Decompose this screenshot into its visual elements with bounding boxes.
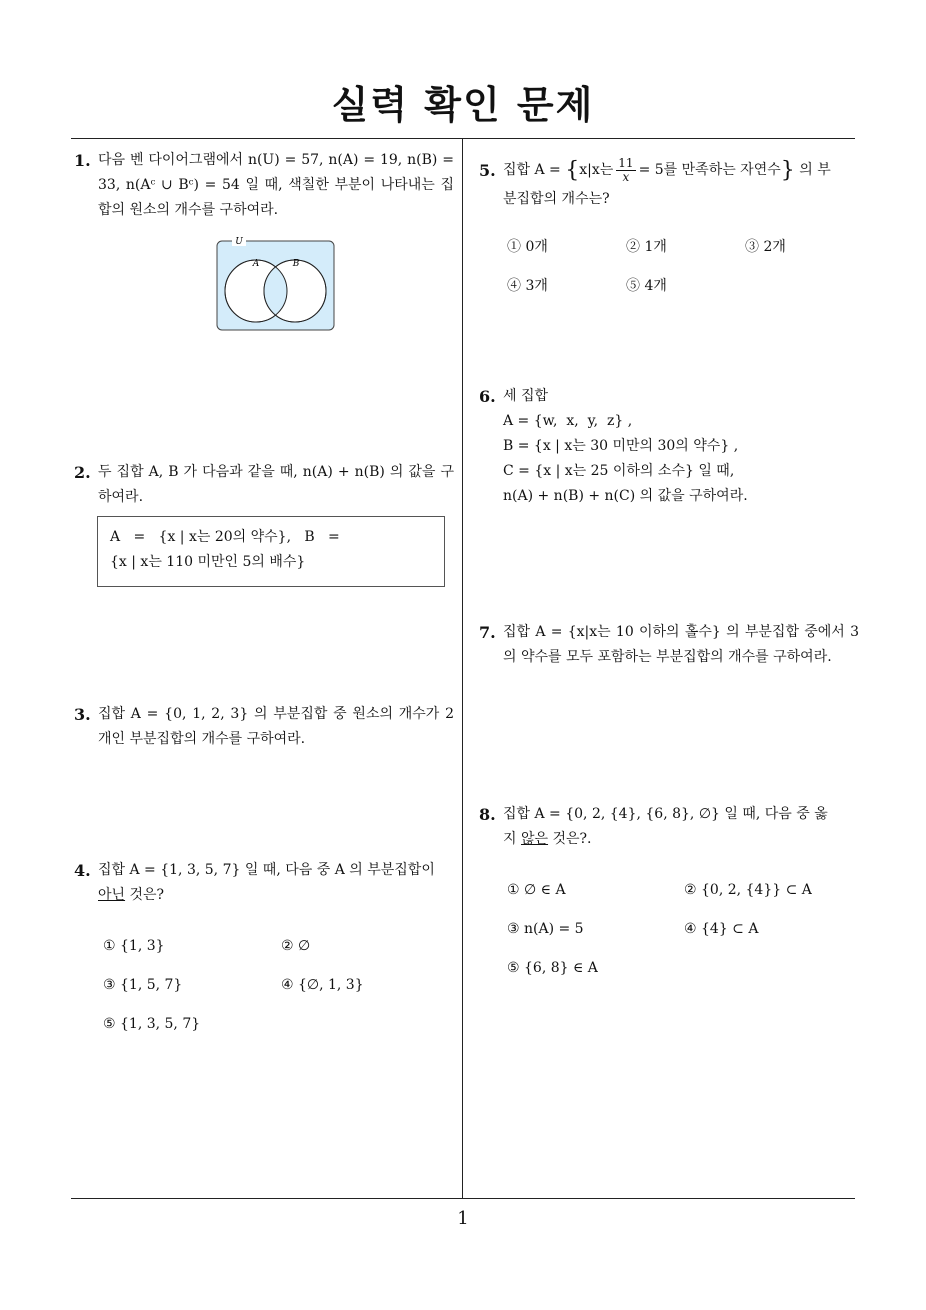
question-number: 7.: [479, 623, 496, 642]
question-text: 집합 A = {0, 1, 2, 3} 의 부분집합 중 원소의 개수가 2 개인 부분집합의 개수를 구하여라.: [98, 706, 454, 747]
question-text-line-1: 집합 A = {x|x는 $\frac{11}{x}$ = 5를 만족하는 자연수} 의 부: [503, 155, 831, 184]
q4-option-3[interactable]: ③ {1, 5, 7}: [103, 977, 183, 993]
venn-diagram: [210, 232, 340, 334]
box-line-1: A = {x | x는 20의 약수}, B =: [110, 529, 340, 545]
question-8: [479, 802, 859, 852]
question-text: 두 집합 A, B 가 다음과 같을 때, n(A) + n(B) 의 값을 구하여라.: [98, 464, 454, 505]
question-text-line-1: 집합 A = {0, 2, {4}, {6, 8}, ∅} 일 때, 다음 중 옳: [503, 806, 828, 822]
q8-option-1[interactable]: ① ∅ ∈ A: [507, 882, 566, 898]
q5-option-1[interactable]: ① 0개: [507, 239, 548, 255]
venn-label-b: B: [292, 259, 300, 269]
box-line-2: {x | x는 110 미만인 5의 배수}: [110, 554, 306, 570]
question-1: [74, 148, 454, 223]
q5-option-5[interactable]: ⑤ 4개: [626, 278, 667, 294]
set-a-definition: A = {w, x, y, z} ,: [503, 413, 633, 429]
q8-option-5[interactable]: ⑤ {6, 8} ∈ A: [507, 960, 598, 976]
question-text-line-2: 지 않은 것은?.: [503, 831, 592, 847]
q5-option-2[interactable]: ② 1개: [626, 239, 667, 255]
question-number: 8.: [479, 805, 496, 824]
q5-option-4[interactable]: ④ 3개: [507, 278, 548, 294]
question-number: 5.: [479, 161, 496, 180]
set-c-definition: C = {x | x는 25 이하의 소수} 일 때,: [503, 463, 735, 479]
question-number: 3.: [74, 705, 91, 724]
question-4: [74, 858, 458, 908]
question-text: 다음 벤 다이어그램에서 n(U) = 57, n(A) = 19, n(B) = 33, n(Aᶜ ∪ Bᶜ) = 54 일 때, 색칠한 부분이 나타내는 집합의 원소의 개수를 구하여라.: [98, 152, 454, 218]
question-2: [74, 460, 454, 510]
page-number: 1: [457, 1208, 469, 1229]
q4-option-5[interactable]: ⑤ {1, 3, 5, 7}: [103, 1016, 201, 1032]
question-number: 2.: [74, 463, 91, 482]
q4-option-2[interactable]: ② ∅: [281, 938, 311, 954]
question-number: 4.: [74, 861, 91, 880]
venn-label-a: A: [252, 259, 260, 269]
underlined-word: 않은: [520, 831, 549, 847]
question-number: 6.: [479, 387, 496, 406]
fraction: $\frac{11}{x}$: [618, 155, 634, 184]
question-text-line-1: 집합 A = {1, 3, 5, 7} 일 때, 다음 중 A 의 부분집합이: [98, 862, 435, 878]
underlined-word: 아닌: [98, 887, 126, 903]
bottom-rule: [71, 1198, 855, 1199]
set-b-definition: B = {x | x는 30 미만의 30의 약수} ,: [503, 438, 739, 454]
question-number: 1.: [74, 151, 91, 170]
q5-option-3[interactable]: ③ 2개: [745, 239, 786, 255]
q4-option-1[interactable]: ① {1, 3}: [103, 938, 165, 954]
q8-option-4[interactable]: ④ {4} ⊂ A: [684, 921, 759, 937]
question-7: [479, 620, 859, 670]
question-line-5: n(A) + n(B) + n(C) 의 값을 구하여라.: [503, 488, 748, 504]
question-3: [74, 702, 454, 752]
column-divider: [462, 139, 463, 1199]
page-title: 실력 확인 문제: [331, 83, 595, 127]
question-text-line-2: 아닌 것은?: [98, 887, 165, 903]
question-5: [479, 154, 859, 212]
venn-label-u: U: [235, 237, 243, 247]
question-text: 집합 A = {x|x는 10 이하의 홀수} 의 부분집합 중에서 3 의 약수를 모두 포함하는 부분집합의 개수를 구하여라.: [503, 624, 859, 665]
q8-option-3[interactable]: ③ n(A) = 5: [507, 921, 584, 937]
question-text-line-2: 분집합의 개수는?: [503, 191, 610, 207]
question-line-1: 세 집합: [503, 388, 549, 404]
q8-option-2[interactable]: ② {0, 2, {4}} ⊂ A: [684, 882, 812, 898]
top-rule: [71, 138, 855, 139]
q4-option-4[interactable]: ④ {∅, 1, 3}: [281, 977, 364, 993]
question-6: [479, 384, 859, 509]
set-definition-box: [97, 516, 445, 587]
